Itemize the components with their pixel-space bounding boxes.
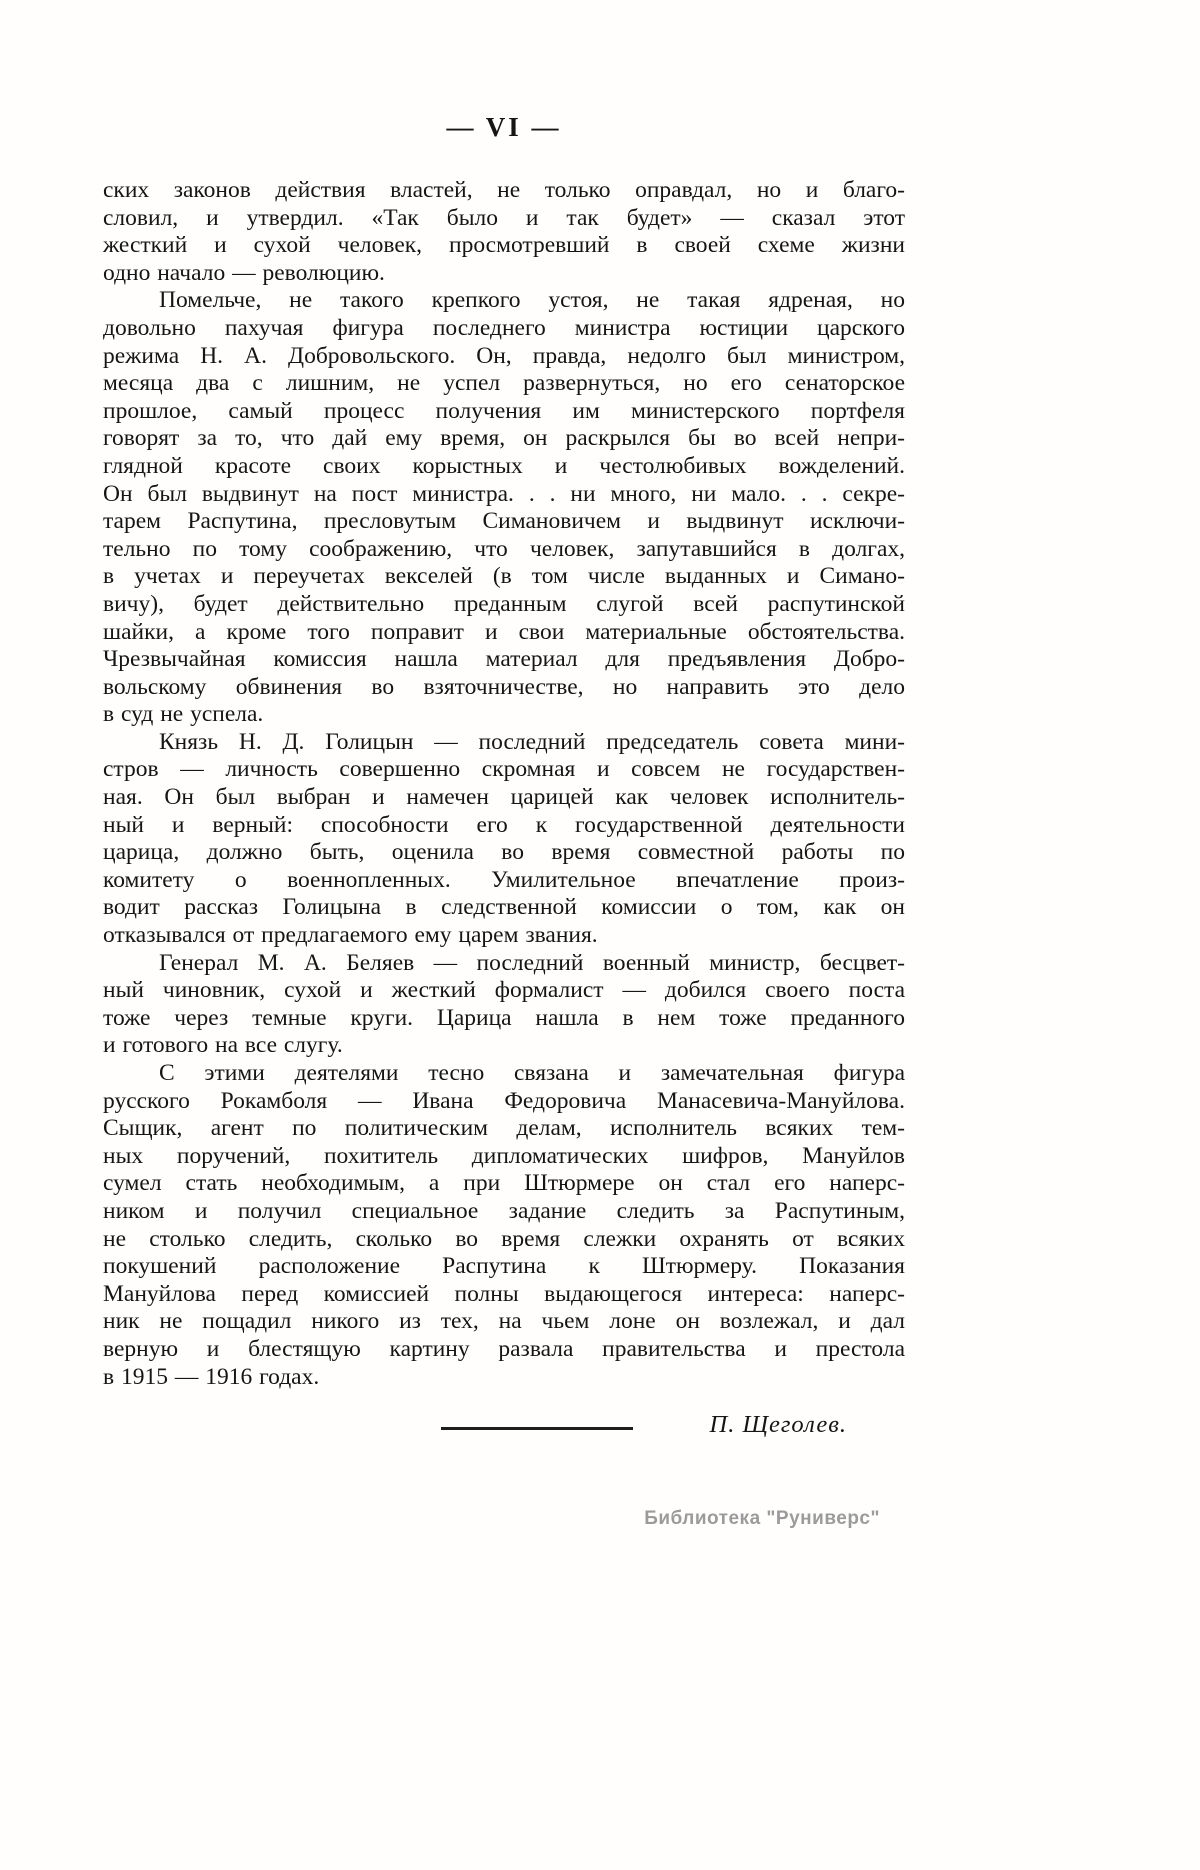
text-line: прошлое, самый процесс получения им министерского портфеля (103, 397, 905, 424)
text-line: ником и получил специальное задание следить за Распутиным, (103, 1197, 905, 1224)
text-line: режима Н. А. Добровольского. Он, правда, недолго был министром, (103, 342, 905, 369)
text-line: русского Рокамболя — Ивана Федоровича Манасевича-Мануйлова. (103, 1087, 905, 1114)
text-line: тельно по тому соображению, что человек, запутавшийся в долгах, (103, 535, 905, 562)
text-line: в 1915 — 1916 годах. (103, 1363, 320, 1390)
text-line: Мануйлова перед комиссией полны выдающегося интереса: наперс- (103, 1280, 905, 1307)
text-line: говорят за то, что дай ему время, он раскрылся бы во всей непри- (103, 425, 905, 452)
signature-row (103, 1411, 905, 1457)
text-line: ный чиновник, сухой и жесткий формалист — добился своего поста (103, 977, 905, 1004)
library-watermark: Библиотека "Руниверс" (644, 1508, 880, 1529)
text-line: царица, должно быть, оценила во время совместной работы по (103, 839, 905, 866)
text-line: глядной красоте своих корыстных и честолюбивых вожделений. (103, 452, 905, 479)
text-line: сумел стать необходимым, а при Штюрмере он стал его наперс- (103, 1170, 905, 1197)
paragraph (103, 287, 905, 729)
text-line: и готового на все слугу. (103, 1032, 343, 1059)
text-line: довольно пахучая фигура последнего министра юстиции царского (103, 314, 905, 341)
text-line: ник не пощадил никого из тех, на чьем лоне он возлежал, и дал (103, 1308, 905, 1335)
text-line: вичу), будет действительно преданным слугой всей распутинской (103, 590, 905, 617)
text-line: Чрезвычайная комиссия нашла материал для предъявления Добро- (103, 646, 905, 673)
text-line: ная. Он был выбран и намечен царицей как человек исполнитель- (103, 784, 905, 811)
page-number: — VI — (446, 112, 562, 142)
text-line: в учетах и переучетах векселей (в том числе выданных и Симано- (103, 563, 905, 590)
text-line: словил, и утвердил. «Так было и так будет» — сказал этот (103, 204, 905, 231)
text-line: Князь Н. Д. Голицын — последний председатель совета мини- (159, 728, 905, 755)
text-line: вольскому обвинения во взяточничестве, но направить это дело (103, 673, 905, 700)
text-line: месяца два с лишним, не успел развернуться, но его сенаторское (103, 370, 905, 397)
paragraph (103, 950, 905, 1060)
text-block (103, 112, 905, 1457)
paragraph (103, 177, 905, 287)
paragraph (103, 729, 905, 950)
text-line: стров — личность совершенно скромная и совсем не государствен- (103, 756, 905, 783)
text-line: тоже через темные круги. Царица нашла в нем тоже преданного (103, 1004, 905, 1031)
text-line: покушений расположение Распутина к Штюрмеру. Показания (103, 1253, 905, 1280)
text-line: жесткий и сухой человек, просмотревший в своей схеме жизни (103, 232, 905, 259)
text-line: Помельче, не такого крепкого устоя, не такая ядреная, но (159, 287, 905, 314)
text-line: ный и верный: способности его к государственной деятельности (103, 811, 905, 838)
text-line: тарем Распутина, пресловутым Симановичем и выдвинут исключи- (103, 508, 905, 535)
paragraph (103, 1060, 905, 1391)
signature-rule (441, 1427, 633, 1430)
text-line: одно начало — революцию. (103, 259, 385, 286)
text-line: С этими деятелями тесно связана и замечательная фигура (159, 1060, 905, 1086)
body-text (103, 177, 905, 1391)
text-line: отказывался от предлагаемого ему царем звания. (103, 922, 598, 949)
text-line: шайки, а кроме того поправит и свои материальные обстоятельства. (103, 618, 905, 645)
text-line: Генерал М. А. Беляев — последний военный министр, бесцвет- (159, 949, 905, 976)
text-line: ских законов действия властей, не только оправдал, но и благо- (103, 177, 905, 203)
text-line: Сыщик, агент по политическим делам, исполнитель всяких тем- (103, 1115, 905, 1142)
text-line: комитету о военнопленных. Умилительное впечатление произ- (103, 866, 905, 893)
author-signature: П. Щеголев. (709, 1411, 847, 1439)
text-line: водит рассказ Голицына в следственной комиссии о том, как он (103, 894, 905, 921)
text-line: не столько следить, сколько во время слежки охранять от всяких (103, 1225, 905, 1252)
text-line: верную и блестящую картину развала правительства и престола (103, 1335, 905, 1362)
text-line: Он был выдвинут на пост министра. . . ни много, ни мало. . . секре- (103, 480, 905, 507)
text-line: ных поручений, похититель дипломатических шифров, Мануйлов (103, 1142, 905, 1169)
text-line: в суд не успела. (103, 701, 264, 728)
